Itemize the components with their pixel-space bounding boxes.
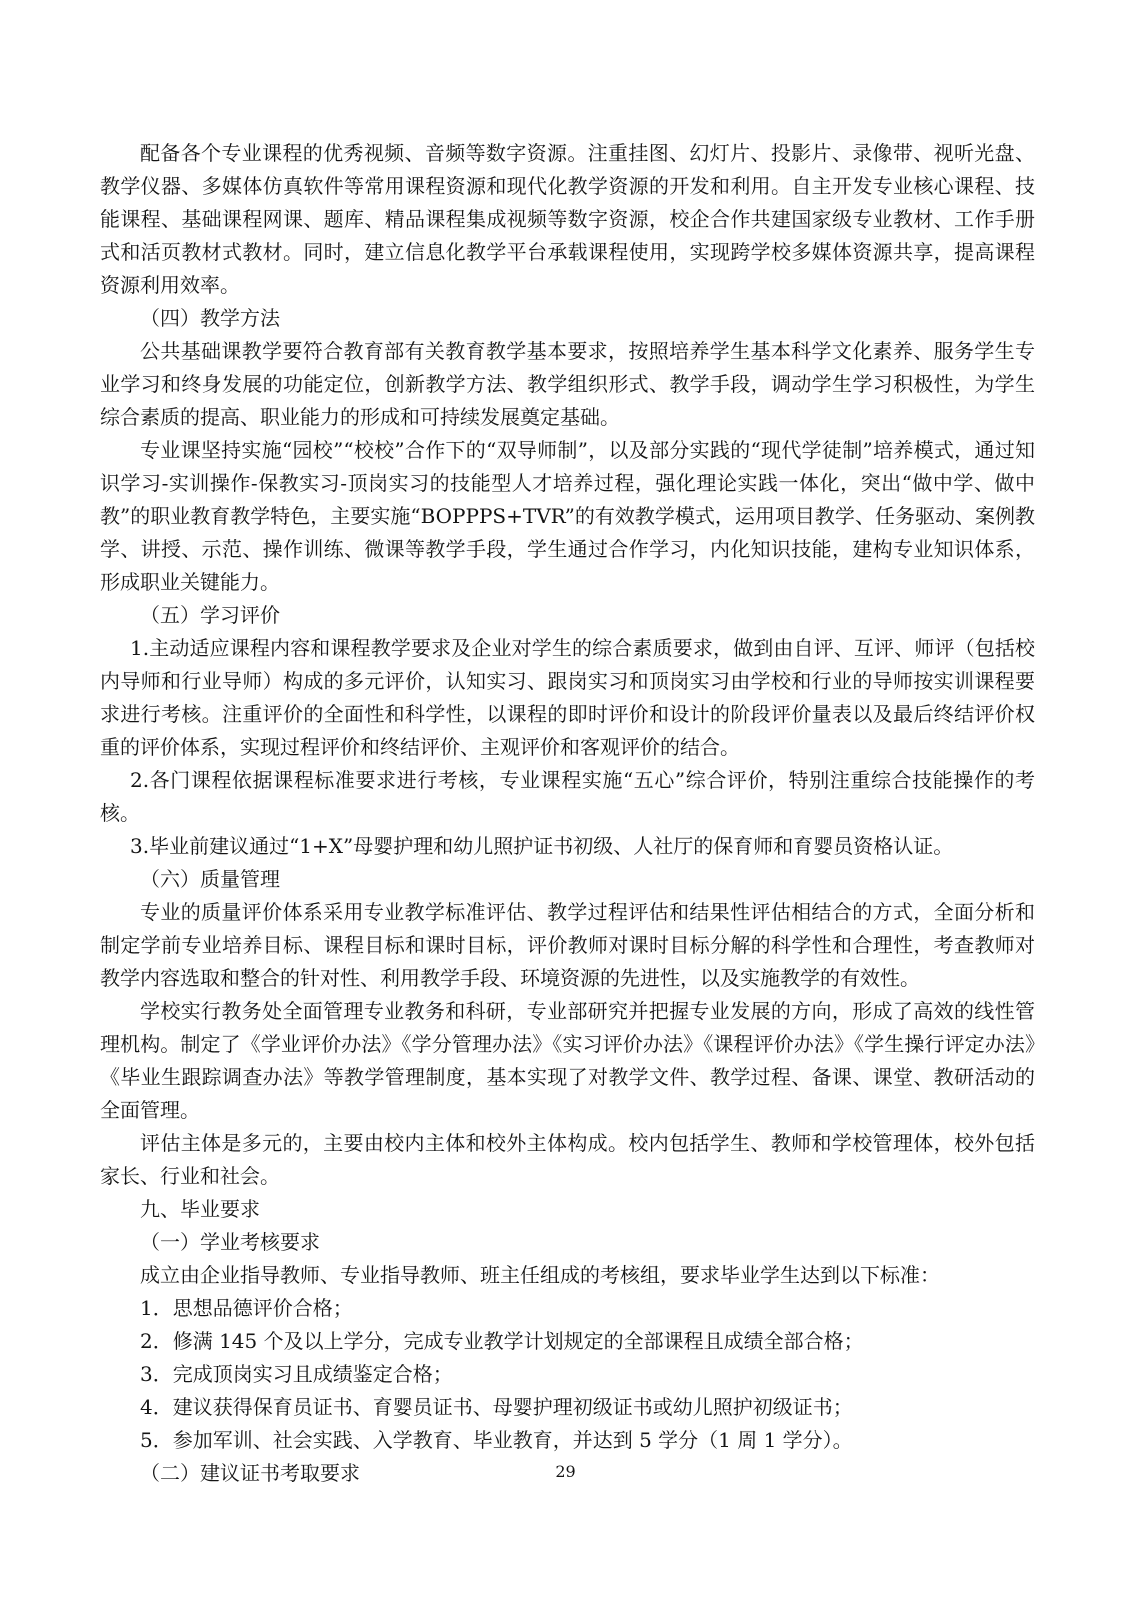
- heading-graduation-requirements: 九、毕业要求: [140, 1197, 260, 1221]
- paragraph-digital-resources: 配备各个专业课程的优秀视频、音频等数字资源。注重挂图、幻灯片、投影片、录像带、视听光盘、教学仪器、多媒体仿真软件等常用课程资源和现代化教学资源的开发和利用。自主开发专业核心课程、技能课程、基础课程网课、题库、精品课程集成视频等数字资源，校企合作共建国家级专业教材、工作手册式和活页教材式教材。同时，建立信息化教学平台承载课程使用，实现跨学校多媒体资源共享，提高课程资源利用效率。: [100, 141, 1035, 297]
- heading-learning-evaluation: （五）学习评价: [140, 603, 280, 627]
- heading-certificate-requirements: （二）建议证书考取要求: [140, 1461, 360, 1485]
- paragraph-evaluation-subjects: 评估主体是多元的，主要由校内主体和校外主体构成。校内包括学生、教师和学校管理体，校外包括家长、行业和社会。: [100, 1131, 1035, 1188]
- paragraph-public-courses: 公共基础课教学要符合教育部有关教育教学基本要求，按照培养学生基本科学文化素养、服务学生专业学习和终身发展的功能定位，创新教学方法、教学组织形式、教学手段，调动学生学习积极性，为学生综合素质的提高、职业能力的形成和可持续发展奠定基础。: [100, 339, 1035, 429]
- paragraph-evaluation-1: 1.主动适应课程内容和课程教学要求及企业对学生的综合素质要求，做到由自评、互评、师评（包括校内导师和行业导师）构成的多元评价，认知实习、跟岗实习和顶岗实习由学校和行业的导师按实训课程要求进行考核。注重评价的全面性和科学性，以课程的即时评价和设计的阶段评价量表以及最后终结评价权重的评价体系，实现过程评价和终结评价、主观评价和客观评价的结合。: [100, 636, 1035, 759]
- heading-quality-management: （六）质量管理: [140, 867, 280, 891]
- heading-teaching-methods: （四）教学方法: [140, 306, 280, 330]
- paragraph-academic-affairs: 学校实行教务处全面管理专业教务和科研，专业部研究并把握专业发展的方向，形成了高效的线性管理机构。制定了《学业评价办法》《学分管理办法》《实习评价办法》《课程评价办法》《学生操行评定办法》《毕业生跟踪调查办法》等教学管理制度，基本实现了对教学文件、教学过程、备课、课堂、教研活动的全面管理。: [100, 999, 1035, 1122]
- paragraph-assessment-group: 成立由企业指导教师、专业指导教师、班主任组成的考核组，要求毕业学生达到以下标准：: [140, 1263, 940, 1287]
- page-body: [100, 137, 1035, 1490]
- list-item: 5．参加军训、社会实践、入学教育、毕业教育，并达到 5 学分（1 周 1 学分）。: [140, 1428, 853, 1452]
- list-item: 3．完成顶岗实习且成绩鉴定合格；: [140, 1362, 453, 1386]
- list-item: 1．思想品德评价合格；: [140, 1296, 353, 1320]
- page-number: 29: [555, 1462, 576, 1481]
- paragraph-evaluation-2: 2.各门课程依据课程标准要求进行考核，专业课程实施“五心”综合评价，特别注重综合技能操作的考核。: [100, 768, 1035, 825]
- heading-academic-assessment: （一）学业考核要求: [140, 1230, 320, 1254]
- paragraph-evaluation-3: 3.毕业前建议通过“1+X”母婴护理和幼儿照护证书初级、人社厅的保育师和育婴员资格认证。: [130, 834, 954, 858]
- list-item: 4．建议获得保育员证书、育婴员证书、母婴护理初级证书或幼儿照护初级证书；: [140, 1395, 853, 1419]
- paragraph-quality-system: 专业的质量评价体系采用专业教学标准评估、教学过程评估和结果性评估相结合的方式，全面分析和制定学前专业培养目标、课程目标和课时目标，评价教师对课时目标分解的科学性和合理性，考查教师对教学内容选取和整合的针对性、利用教学手段、环境资源的先进性，以及实施教学的有效性。: [100, 900, 1035, 990]
- paragraph-professional-courses: 专业课坚持实施“园校”“校校”合作下的“双导师制”，以及部分实践的“现代学徒制”培养模式，通过知识学习-实训操作-保教实习-顶岗实习的技能型人才培养过程，强化理论实践一体化，突出“做中学、做中教”的职业教育教学特色，主要实施“BOPPPS+TVR”的有效教学模式，运用项目教学、任务驱动、案例教学、讲授、示范、操作训练、微课等教学手段，学生通过合作学习，内化知识技能，建构专业知识体系，形成职业关键能力。: [100, 438, 1035, 594]
- list-item: 2．修满 145 个及以上学分，完成专业教学计划规定的全部课程且成绩全部合格；: [140, 1329, 864, 1353]
